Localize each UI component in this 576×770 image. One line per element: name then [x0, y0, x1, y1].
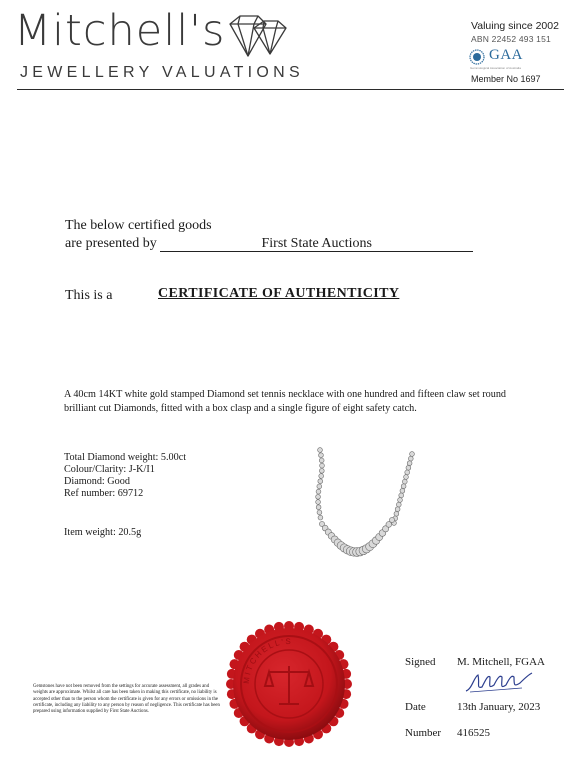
diamond-bead	[318, 448, 323, 453]
diamond-bead	[319, 474, 324, 479]
valuing-since: Valuing since 2002	[471, 20, 559, 32]
gaa-logo-text: GAA	[489, 47, 523, 63]
diamond-bead	[317, 510, 322, 515]
tagline: JEWELLERY VALUATIONS	[20, 64, 304, 81]
signature-scribble	[464, 671, 536, 695]
seal-ring-text: MITCHELL'S	[241, 636, 293, 685]
diamond-bead	[408, 456, 413, 461]
colour-clarity: Colour/Clarity: J-K/I1	[64, 464, 155, 475]
diamond-bead	[399, 493, 404, 498]
intro-line: The below certified goods	[65, 218, 212, 233]
ref-number: Ref number: 69712	[64, 488, 144, 499]
presented-by-line	[65, 236, 473, 252]
diamond-bead	[320, 463, 325, 468]
diamond-logo-icon	[224, 14, 288, 58]
diamond-bead	[316, 489, 321, 494]
item-weight: Item weight: 20.5g	[64, 527, 142, 538]
diamond-grade: Diamond: Good	[64, 476, 130, 487]
diamond-bead	[389, 517, 394, 522]
diamond-bead	[396, 502, 401, 507]
member-number: Member No 1697	[471, 74, 541, 84]
diamond-bead	[316, 494, 321, 499]
disclaimer-text: Gemstones have not been removed from the settings for accurate assessment, all grades and weights are approximate. Whilst all care has been taken in making this certificate, no liability is accepted other than to the person whom the certificate is given for any errors or omissions in the certificate, including any liability to any person by reason of negligence. This certificate has been prepared using information supplied by First State Auctions.	[33, 684, 220, 715]
diamond-bead	[316, 500, 321, 505]
date-value: 13th January, 2023	[457, 701, 541, 713]
number-label: Number	[405, 727, 442, 739]
diamond-bead	[319, 458, 324, 463]
diamond-bead	[319, 468, 324, 473]
abn-number: ABN 22452 493 151	[471, 34, 551, 44]
number-value: 416525	[457, 727, 490, 739]
signed-label: Signed	[405, 656, 436, 668]
diamond-bead	[401, 484, 406, 489]
header-divider	[17, 89, 564, 90]
necklace-photo	[300, 444, 430, 576]
cert-prefix: This is a	[65, 288, 113, 303]
diamond-bead	[319, 453, 324, 458]
diamond-bead	[398, 498, 403, 503]
diamond-bead	[317, 484, 322, 489]
total-diamond-weight: Total Diamond weight: 5.00ct	[64, 452, 187, 463]
diamond-bead	[318, 479, 323, 484]
diamond-bead	[405, 470, 410, 475]
wax-seal-icon	[225, 620, 353, 748]
date-label: Date	[405, 701, 426, 713]
diamond-bead	[404, 475, 409, 480]
item-description: A 40cm 14KT white gold stamped Diamond set tennis necklace with one hundred and fifteen claw set round brilliant cut Diamonds, fitted with a box clasp and a single figure of eight safety catch.	[64, 389, 507, 414]
brand-name: Mitchell's	[14, 6, 226, 56]
recipient-name: First State Auctions	[160, 236, 473, 252]
diamond-bead	[406, 465, 411, 470]
presented-by-label: are presented by	[65, 236, 157, 251]
diamond-bead	[316, 505, 321, 510]
diamond-bead	[410, 452, 415, 457]
diamond-bead	[395, 507, 400, 512]
signed-value: M. Mitchell, FGAA	[457, 656, 545, 668]
gaa-subtext: Gemmological Association of Australia	[470, 66, 521, 70]
diamond-bead	[402, 479, 407, 484]
diamond-bead	[407, 461, 412, 466]
certificate-title: CERTIFICATE OF AUTHENTICITY	[158, 286, 400, 301]
diamond-bead	[400, 488, 405, 493]
diamond-bead	[394, 511, 399, 516]
diamond-bead	[318, 515, 323, 520]
gaa-emblem-icon	[469, 49, 485, 65]
